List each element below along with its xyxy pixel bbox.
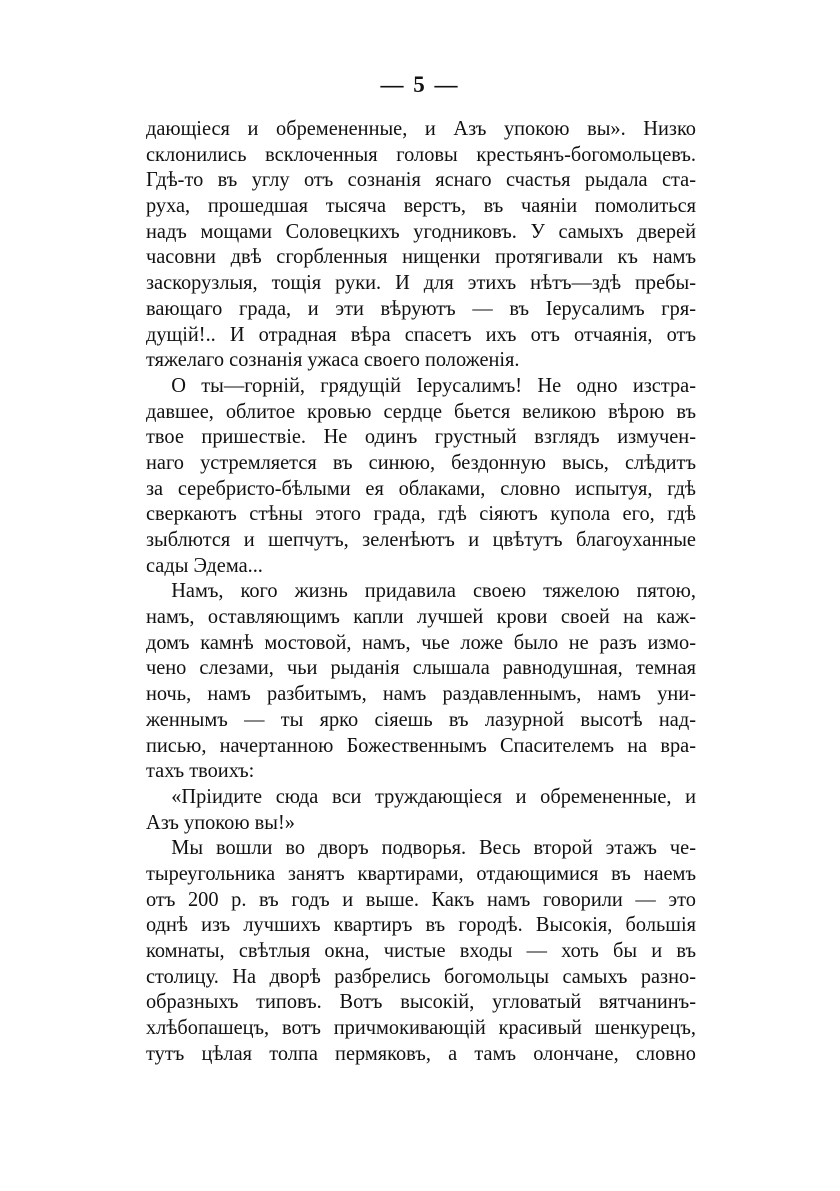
text-line: Гдѣ-то въ углу отъ сознанія яснаго счастья рыдала ста- bbox=[146, 167, 696, 192]
text-line: писью, начертанною Божественнымъ Спасителемъ на вра- bbox=[146, 732, 696, 757]
body-text bbox=[146, 116, 696, 1066]
text-line: столицу. На дворѣ разбрелись богомольцы самыхъ разно- bbox=[146, 963, 696, 988]
text-line: зыблются и шепчутъ, зеленѣютъ и цвѣтутъ благоуханные bbox=[146, 527, 696, 551]
text-line: наго устремляется въ синюю, бездонную высь, слѣдитъ bbox=[146, 449, 696, 474]
text-line: намъ, оставляющимъ капли лучшей крови своей на каж- bbox=[146, 604, 696, 629]
text-line: ночь, намъ разбитымъ, намъ раздавленнымъ, намъ уни- bbox=[146, 681, 696, 706]
text-line: тутъ цѣлая толпа пермяковъ, а тамъ олончане, словно bbox=[146, 1040, 696, 1065]
text-line: склонились всклоченныя головы крестьянъ-богомольцевъ. bbox=[146, 141, 696, 166]
text-line: твое пришествіе. Не одинъ грустный взглядъ измучен- bbox=[146, 424, 696, 449]
text-line: руха, прошедшая тысяча верстъ, въ чаяніи помолиться bbox=[146, 193, 696, 218]
text-line: хлѣбопашецъ, вотъ причмокивающій красивый шенкурецъ, bbox=[146, 1015, 696, 1040]
text-line: дущій!.. И отрадная вѣра спасетъ ихъ отъ отчаянія, отъ bbox=[146, 321, 696, 346]
text-line: тяжелаго сознанія ужаса своего положенія. bbox=[146, 347, 520, 372]
text-line: давшее, облитое кровью сердце бьется великою вѣрою въ bbox=[146, 398, 696, 423]
text-line: сверкаютъ стѣны этого града, гдѣ сіяютъ купола его, гдѣ bbox=[146, 501, 696, 526]
text-line: Азъ упокою вы!» bbox=[146, 809, 295, 834]
text-line: однѣ изъ лучшихъ квартиръ въ городѣ. Высокія, большія bbox=[146, 912, 696, 937]
text-line: образныхъ типовъ. Вотъ высокій, угловатый вятчанинъ- bbox=[146, 989, 696, 1014]
page-number: — 5 — bbox=[380, 72, 460, 97]
text-line: женнымъ — ты ярко сіяешь въ лазурной высотѣ над- bbox=[146, 706, 696, 731]
text-line: отъ 200 р. въ годъ и выше. Какъ намъ говорили — это bbox=[146, 886, 696, 911]
text-line: тахъ твоихъ: bbox=[146, 758, 255, 783]
text-line: вающаго града, и эти вѣруютъ — въ Іерусалимъ гря- bbox=[146, 295, 696, 320]
text-line: дающіеся и обремененные, и Азъ упокою вы». Низко bbox=[146, 116, 696, 140]
text-line: Мы вошли во дворъ подворья. Весь второй этажъ че- bbox=[171, 835, 696, 860]
text-line: «Пріидите сюда вси труждающіеся и обремененные, и bbox=[171, 783, 696, 808]
text-line: часовни двѣ сгорбленныя нищенки протягивали къ намъ bbox=[146, 244, 696, 269]
text-line: тыреугольника занятъ квартирами, отдающимися въ наемъ bbox=[146, 860, 696, 885]
text-line: комнаты, свѣтлыя окна, чистые входы — хоть бы и въ bbox=[146, 938, 696, 962]
text-line: сады Эдема... bbox=[146, 552, 263, 577]
text-line: О ты—горній, грядущій Іерусалимъ! Не одно изстра- bbox=[171, 372, 696, 397]
text-line: надъ мощами Соловецкихъ угодниковъ. У самыхъ дверей bbox=[146, 218, 696, 243]
text-line: за серебристо-бѣлыми ея облаками, словно испытуя, гдѣ bbox=[146, 475, 696, 500]
text-line: чено слезами, чьи рыданія слышала равнодушная, темная bbox=[146, 655, 696, 680]
text-line: заскорузлыя, тощія руки. И для этихъ нѣтъ—здѣ пребы- bbox=[146, 270, 696, 295]
text-line: Намъ, кого жизнь придавила своею тяжелою пятою, bbox=[171, 578, 696, 603]
text-line: домъ камнѣ мостовой, намъ, чье ложе было не разъ измо- bbox=[146, 629, 696, 654]
